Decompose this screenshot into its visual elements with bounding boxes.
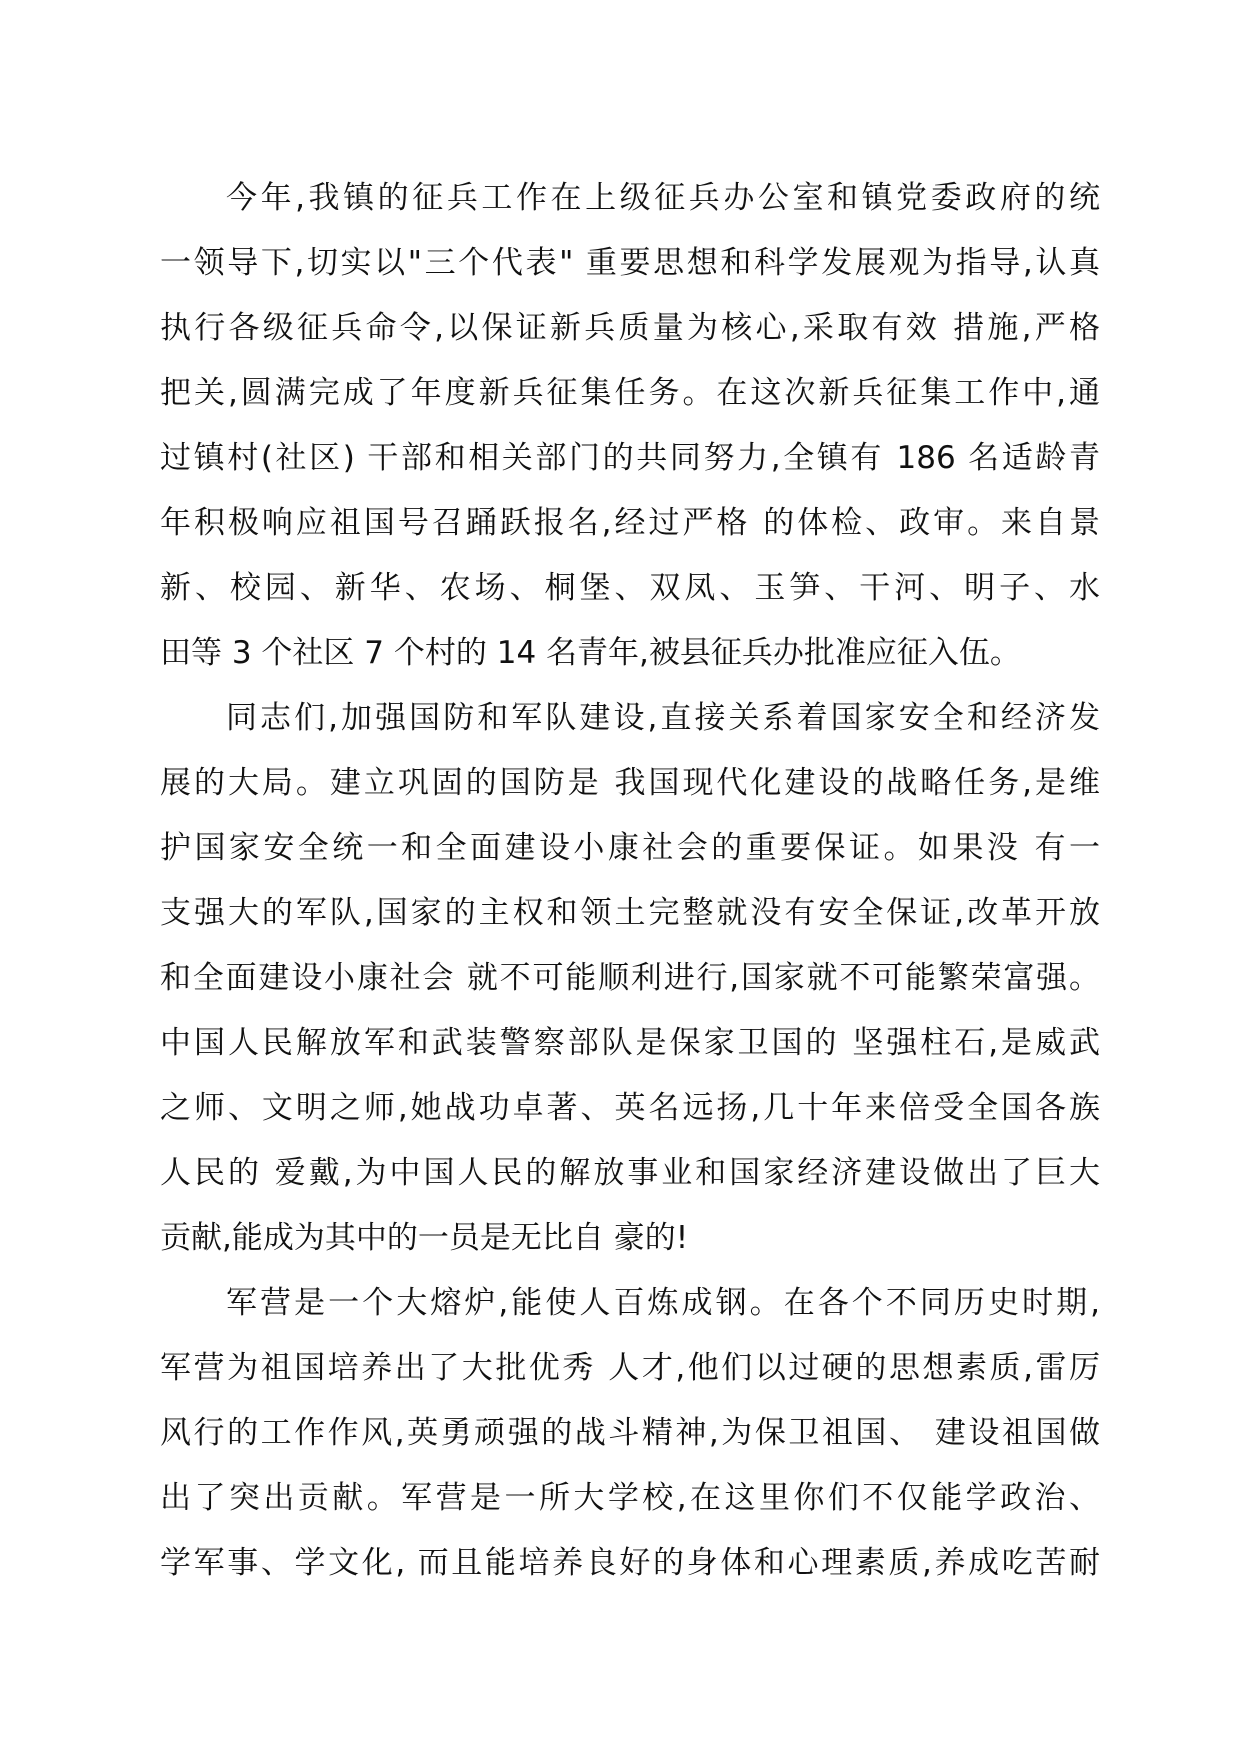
paragraph-1-line: 新、校园、新华、农场、桐堡、双凤、玉笋、干河、明子、水 — [160, 570, 1100, 606]
paragraph-2-line: 同志们,加强国防和军队建设,直接关系着国家安全和经济发 — [226, 700, 1100, 736]
paragraph-1-line: 把关,圆满完成了年度新兵征集任务。在这次新兵征集工作中,通 — [160, 375, 1100, 411]
paragraph-2-line: 支强大的军队,国家的主权和领土完整就没有安全保证,改革开放 — [160, 895, 1100, 931]
paragraph-1-line: 今年,我镇的征兵工作在上级征兵办公室和镇党委政府的统 — [226, 180, 1100, 216]
paragraph-1-line: 一领导下,切实以"三个代表" 重要思想和科学发展观为指导,认真 — [160, 245, 1100, 281]
paragraph-1-line: 过镇村(社区) 干部和相关部门的共同努力,全镇有 186 名适龄青 — [160, 440, 1100, 476]
paragraph-3-line: 军营为祖国培养出了大批优秀 人才,他们以过硬的思想素质,雷厉 — [160, 1350, 1100, 1386]
paragraph-2-line: 贡献,能成为其中的一员是无比自 豪的! — [160, 1220, 689, 1256]
paragraph-1-line: 田等 3 个社区 7 个村的 14 名青年,被县征兵办批准应征入伍。 — [160, 635, 1021, 671]
paragraph-2-line: 之师、文明之师,她战功卓著、英名远扬,几十年来倍受全国各族 — [160, 1090, 1100, 1126]
paragraph-1-line: 执行各级征兵命令,以保证新兵质量为核心,采取有效 措施,严格 — [160, 310, 1100, 346]
paragraph-2-line: 展的大局。建立巩固的国防是 我国现代化建设的战略任务,是维 — [160, 765, 1100, 801]
paragraph-3-line: 风行的工作作风,英勇顽强的战斗精神,为保卫祖国、 建设祖国做 — [160, 1415, 1100, 1451]
document-body — [160, 166, 1100, 1596]
paragraph-2-line: 人民的 爱戴,为中国人民的解放事业和国家经济建设做出了巨大 — [160, 1155, 1100, 1191]
paragraph-1-line: 年积极响应祖国号召踊跃报名,经过严格 的体检、政审。来自景 — [160, 505, 1100, 541]
paragraph-3-line: 学军事、学文化, 而且能培养良好的身体和心理素质,养成吃苦耐 — [160, 1545, 1100, 1581]
paragraph-2-line: 中国人民解放军和武装警察部队是保家卫国的 坚强柱石,是威武 — [160, 1025, 1100, 1061]
paragraph-2-line: 护国家安全统一和全面建设小康社会的重要保证。如果没 有一 — [160, 830, 1100, 866]
paragraph-2-line: 和全面建设小康社会 就不可能顺利进行,国家就不可能繁荣富强。 — [160, 960, 1100, 996]
paragraph-3-line: 出了突出贡献。军营是一所大学校,在这里你们不仅能学政治、 — [160, 1480, 1100, 1516]
paragraph-3-line: 军营是一个大熔炉,能使人百炼成钢。在各个不同历史时期, — [226, 1285, 1100, 1321]
